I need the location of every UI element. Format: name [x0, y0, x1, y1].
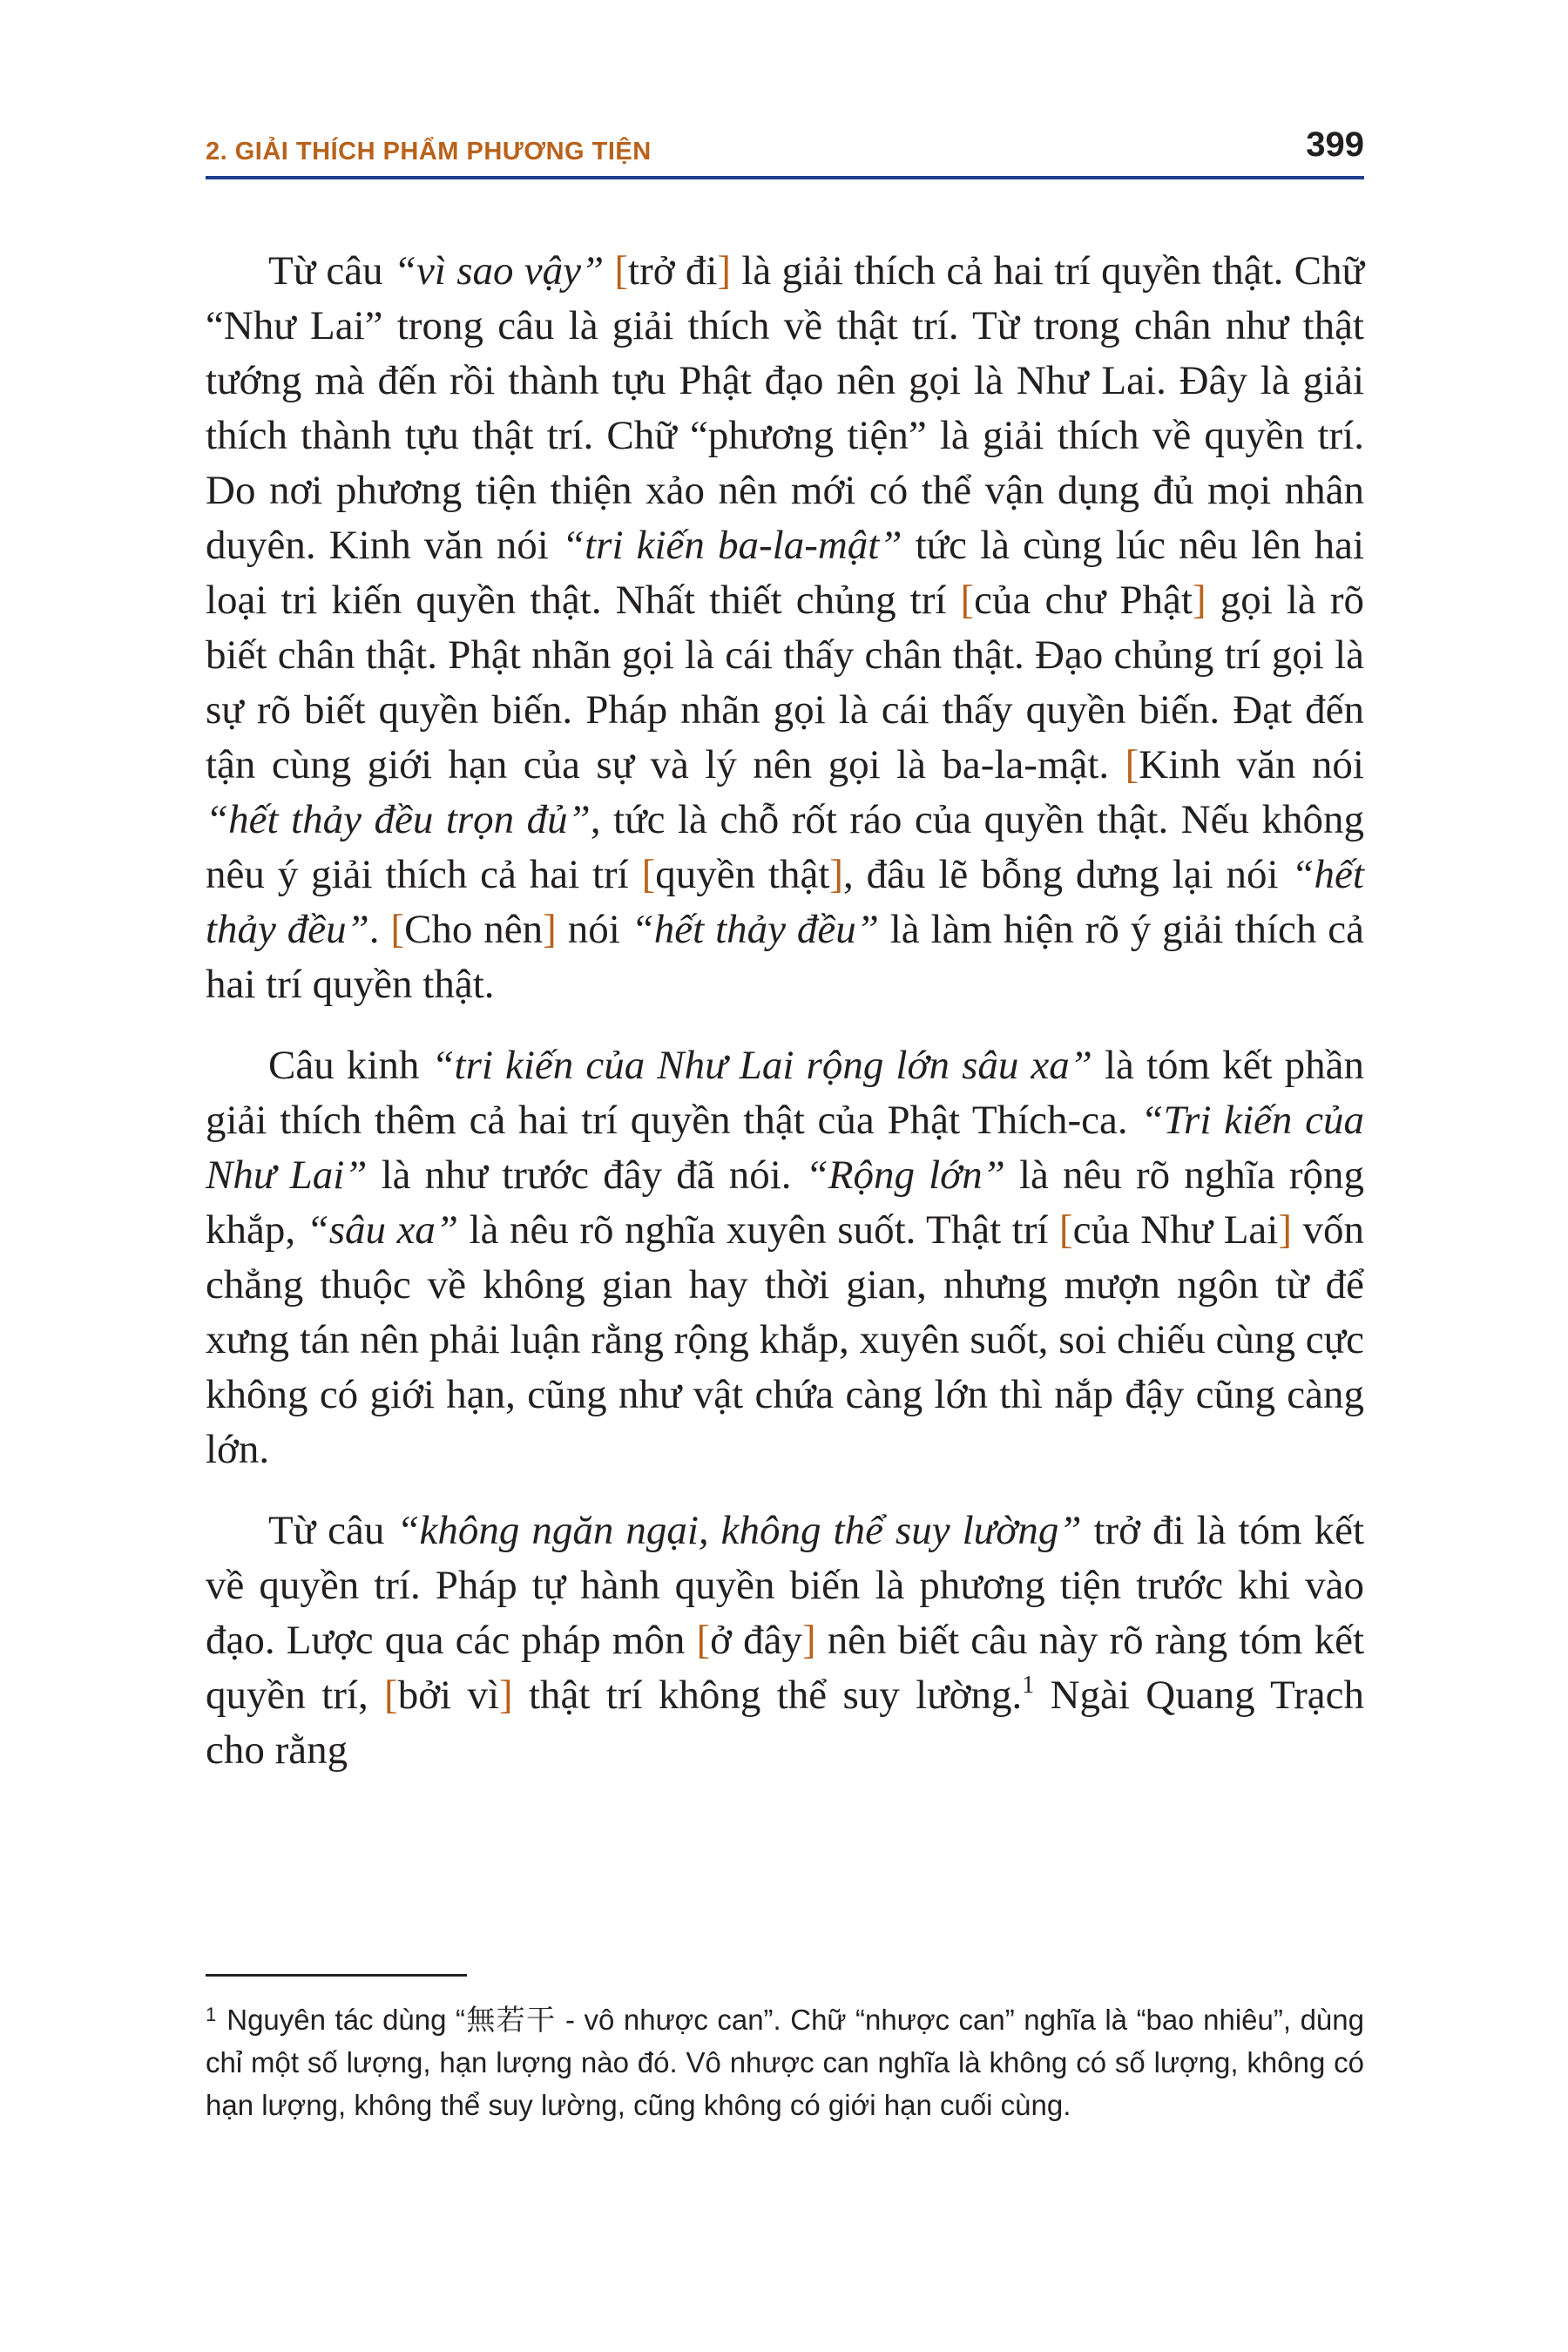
bracket: ]	[1192, 578, 1206, 623]
italic-quote: “Rộng lớn”	[805, 1152, 1005, 1198]
running-header	[206, 120, 1364, 181]
italic-quote: “Tri kiến của Như Lai”	[206, 1098, 1364, 1198]
text-run: là giải thích cả hai trí quyền thật. Chữ “Như Lai” trong câu là giải thích về thật trí. Từ trong chân như thật tướng mà đến rồi thành tựu Phật đạo nên gọi là Như Lai. Đây là giải thích thành tựu thật trí. Chữ “phương tiện” là giải thích về quyền trí. Do nơi phương tiện thiện xảo nên mới có thể vận dụng đủ mọi nhân duyên. Kinh văn nói	[206, 248, 1364, 568]
text-run: là nêu rõ nghĩa xuyên suốt. Thật trí	[458, 1207, 1059, 1253]
text-run: tức là cùng lúc nêu lên hai loại tri kiến quyền thật. Nhất thiết chủng trí	[206, 523, 1365, 623]
footnote-rule	[206, 1974, 467, 1977]
italic-quote: “không ngăn ngại, không thể suy lường”	[396, 1508, 1082, 1553]
bracket: ]	[717, 248, 732, 294]
bracket: ]	[499, 1673, 513, 1718]
text-run: thật trí không thể suy lường.	[512, 1673, 1023, 1718]
text-run: Từ câu	[268, 1508, 397, 1553]
text-run: là nêu rõ nghĩa rộng khắp,	[206, 1152, 1364, 1253]
paragraph	[206, 1038, 1364, 1477]
footnote-marker: 1	[206, 2004, 217, 2025]
bracket: [	[390, 907, 405, 952]
text-run: nên biết câu này rõ ràng tóm kết quyền trí,	[206, 1618, 1365, 1718]
footnote-ref: 1	[1022, 1672, 1035, 1699]
bracket: [	[960, 578, 975, 623]
text-run: Ngài Quang Trạch cho rằng	[206, 1673, 1364, 1773]
bracket: [	[1125, 742, 1139, 787]
bracket: [	[384, 1673, 398, 1718]
text-run: của Như Lai	[1072, 1207, 1279, 1253]
bracket: [	[641, 852, 656, 897]
text-run: trở đi là tóm kết về quyền trí. Pháp tự hành quyền biến là phương tiện trước khi vào đạo. Lược qua các pháp môn	[206, 1508, 1365, 1663]
header-rule	[206, 176, 1364, 179]
paragraph	[206, 1504, 1364, 1778]
bracket: ]	[829, 852, 844, 897]
text-run: , đâu lẽ bỗng dưng lại nói	[843, 852, 1292, 897]
italic-quote: “sâu xa”	[306, 1207, 459, 1253]
bracket: [	[614, 248, 629, 294]
text-run: gọi là rõ biết chân thật. Phật nhãn gọi là cái thấy chân thật. Đạo chủng trí gọi là sự rõ biết quyền biến. Pháp nhãn gọi là cái thấy quyền biến. Đạt đến tận cùng giới hạn của sự và lý nên gọi là ba-la-mật.	[206, 578, 1364, 787]
text-run	[604, 248, 614, 294]
text-run: của chư Phật	[974, 578, 1193, 623]
footnote-text: Nguyên tác dùng “無若干 - vô nhược can”. Chữ “nhược can” nghĩa là “bao nhiêu”, dùng chỉ một số lượng, hạn lượng nào đó. Vô nhược can nghĩa là không có số lượng, không có hạn lượng, không thể suy lường, cũng không có giới hạn cuối cùng.	[206, 2004, 1364, 2121]
text-run: là tóm kết phần giải thích thêm cả hai trí quyền thật của Phật Thích-ca.	[206, 1043, 1364, 1143]
text-run: , tức là chỗ rốt ráo của quyền thật. Nếu không nêu ý giải thích cả hai trí	[206, 797, 1365, 897]
bracket: ]	[543, 907, 557, 952]
bracket: [	[696, 1618, 711, 1663]
italic-quote: “tri kiến của Như Lai rộng lớn sâu xa”	[431, 1043, 1092, 1088]
text-run: là như trước đây đã nói.	[367, 1152, 806, 1198]
text-run: nói	[556, 907, 632, 952]
page-number: 399	[1306, 125, 1364, 164]
italic-quote: “tri kiến ba-la-mật”	[561, 523, 902, 568]
text-run: ở đây	[710, 1618, 802, 1663]
text-run: .	[368, 907, 391, 952]
italic-quote: “hết thảy đều trọn đủ”	[206, 797, 591, 842]
text-run: Câu kinh	[268, 1043, 432, 1088]
bracket: ]	[801, 1618, 816, 1663]
chapter-title: 2. GIẢI THÍCH PHẨM PHƯƠNG TIỆN	[206, 138, 652, 166]
text-run: quyền thật	[655, 852, 830, 897]
paragraph	[206, 244, 1364, 1012]
italic-quote: “hết thảy đều”	[631, 907, 879, 952]
italic-quote: “hết thảy đều”	[206, 852, 1364, 952]
bracket: ]	[1278, 1207, 1292, 1253]
body-text	[206, 244, 1364, 1804]
italic-quote: “vì sao vậy”	[393, 248, 605, 294]
bracket: [	[1058, 1207, 1073, 1253]
text-run: Từ câu	[268, 248, 394, 294]
text-run: trở đi	[628, 248, 718, 294]
text-run: bởi vì	[397, 1673, 500, 1718]
text-run: Kinh văn nói	[1139, 742, 1364, 787]
text-run: Cho nên	[404, 907, 544, 952]
text-run: là làm hiện rõ ý giải thích cả hai trí quyền thật.	[206, 907, 1365, 1007]
footnote	[206, 1993, 1364, 2126]
text-run: vốn chẳng thuộc về không gian hay thời gian, nhưng mượn ngôn từ để xưng tán nên phải luận rằng rộng khắp, xuyên suốt, soi chiếu cùng cực không có giới hạn, cũng như vật chứa càng lớn thì nắp đậy cũng càng lớn.	[206, 1207, 1364, 1472]
